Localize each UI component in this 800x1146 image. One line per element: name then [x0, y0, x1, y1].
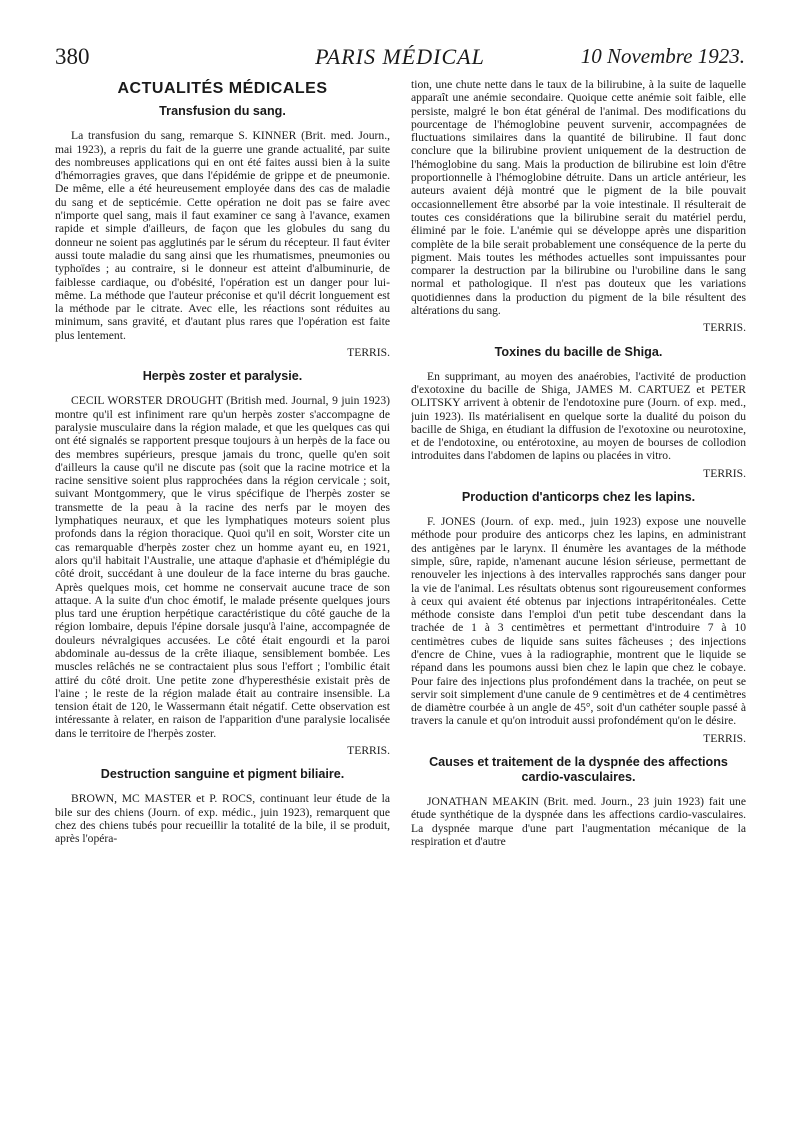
- journal-title: PARIS MÉDICAL: [315, 44, 485, 69]
- article-destruction: [55, 767, 390, 845]
- page-header: [55, 44, 745, 74]
- issue-date: 10 Novembre 1923.: [580, 44, 745, 68]
- article-title: Toxines du bacille de Shiga.: [494, 344, 663, 359]
- article-herpes: [55, 369, 390, 757]
- article-transfusion: [55, 104, 390, 359]
- article-body: JONATHAN MEAKIN (Brit. med. Journ., 23 juin 1923) fait une étude synthétique de la dyspnée dans les affections cardio-vasculaires. La dyspnée marque d'une part l'augmentation mécanique de la respiration et d'autre: [411, 795, 746, 848]
- article-body: La transfusion du sang, remarque S. KINNER (Brit. med. Journ., mai 1923), a repris du fait de la guerre une grande actualité, par suite des nombreuses applications qui en ont été faites aussi bien à la suite d'hémorragies graves, que dans l'épidémie de grippe et de pneumonie. De même, elle a été heureusement employée dans des cas de maladie du sang et de septicémie. Cette opération ne doit pas se faire avec n'importe quel sang, mais il faut examiner ce sang à l'avance, examen rapide et simple d'ailleurs, de façon que les globules du sang du donneur ne soient pas agglutinés par le sérum du récepteur. Il faut éviter aussi toute maladie du sang ainsi que les rhumatismes, pneumonies ou typhoïdes ; au contraire, si le donneur est atteint d'albuminurie, de faiblesse cardiaque, ou d'obésité, l'opération est un danger pour lui-même. La méthode que l'auteur préconise et qu'il décrit longuement est la méthode par le citrate. Avec elle, les réactions sont réduites au minimum, sans gravité, et d'autant plus rares que l'opération est faite plus lentement.: [55, 129, 390, 342]
- left-column: [55, 78, 390, 1118]
- article-title: Transfusion du sang.: [159, 104, 286, 119]
- article-shiga: [411, 345, 746, 480]
- article-body: F. JONES (Journ. of exp. med., juin 1923) expose une nouvelle méthode pour produire des anticorps chez les lapins, en administrant des antigènes par le larynx. Il énumère les avantages de la méthode simple, sûre, rapide, n'amenant aucune lésion sérieuse, permettant de renouveler les injections à des intervalles rapprochés sans danger pour la vie de l'animal. Les résultats obtenus sont rigoureusement conformes à ceux qui avaient été obtenus par injections intrapéritonéales. Cette méthode consiste dans l'emploi d'un petit tube descendant dans la trachée de 1 à 3 centimètres et permettant d'introduire 7 à 10 centimètres cubes de liquide sans suites fâcheuses ; des injections d'encre de Chine, vues à la radiographie, montrent que le liquide se répand dans les poumons aussi bien chez le lapin que chez le cobaye. Pour faire des injections plus profondément dans la trachée, on peut se servir soit simplement d'une canule de 9 centimètres et de 4 centimètres de diamètre courbée à un angle de 45°, soit d'un cathéter souple passé à travers la canule et qu'on introduit aussi profondément qu'on le désire.: [411, 515, 746, 728]
- article-body: En supprimant, au moyen des anaérobies, l'activité de production d'exotoxine du bacille de Shiga, JAMES M. CARTUEZ et PETER OLITSKY arrivent à obtenir de l'endotoxine pure (Journ. of exp. med., juin 1923). Ils matérialisent en quelque sorte la dualité du poison du bacille de Shiga, en étudiant la diffusion de l'exotoxine ou neurotoxine, et de l'endotoxine, ou entérotoxine, au moyen de bourses de collodion introduites dans l'abdomen de lapins ou placées in vitro.: [411, 369, 746, 463]
- article-dyspnee: [411, 755, 746, 848]
- article-title: Destruction sanguine et pigment biliaire.: [100, 767, 345, 782]
- article-signature: TERRIS.: [347, 744, 390, 758]
- article-body: CECIL WORSTER DROUGHT (British med. Journal, 9 juin 1923) montre qu'il est infiniment rare qu'un herpès zoster s'accompagne de paralysie musculaire dans la région malade, et que les quelques cas qui ont été signalés se rapportent presque toujours à un herpès de la face ou des membres supérieurs, presque jamais du tronc, quelle qu'en soit d'ailleurs la cause qu'il ne discute pas (soit que la racine motrice et la racine sensitive soient plus rapprochées dans la région cervicale ; soit, suivant Montgommery, que le virus spécifique de l'herpès zoster se transmette de la peau à la racine des nerfs par le moyen des lymphatiques neuraux, et que les lymphatiques moteurs soient plus profonds dans la région thoracique. Quoi qu'il en soit, Worster cite un cas remarquable d'herpès zoster chez un homme ayant eu, en 1921, alors qu'il habitait l'Australie, une attaque d'aphasie et d'hémiplégie du côté droit, succédant à une douleur de la face interne du bras gauche. Après quelques mois, cet homme ne conservait aucune trace de son attaque. A la suite d'un choc émotif, le malade présente quelques jours plus tard une éruption herpétique caractéristique du côté gauche de la région lombaire, depuis l'épine dorsale jusqu'à l'aine, accompagnée de douleurs névralgiques accusées. Le côté était engourdi et la paroi abdominale au-dessus de la crête iliaque, sensiblement bombée. Les muscles relâchés ne se contractaient plus sous l'effort ; l'ombilic était attiré du côté droit. Une petite zone d'hyperesthésie existait près de l'aine ; le reste de la région malade était au contraire insensible. La tension était de 120, le Wassermann était négatif. Cette observation est intéressante à relater, en raison de l'apparition d'une paralysie localisée dans le territoire de l'herpès zoster.: [55, 394, 390, 740]
- article-signature: TERRIS.: [703, 321, 746, 335]
- article-body: tion, une chute nette dans le taux de la bilirubine, à la suite de laquelle apparaît une anémie secondaire. Quoique cette anémie soit faible, elle persiste, malgré le bon état général de l'animal. Des modifications du pourcentage de l'hémoglobine peuvent survenir, accompagnées de fluctuations similaires dans la quantité de bilirubine. Il faut donc conclure que la bilirubine provient uniquement de la destruction de l'hémoglobine du sang. Mais la production de bilirubine est loin d'être proportionnelle à l'hémoglobine détruite. Dans un article antérieur, les auteurs avaient déjà montré que le pigment de la bile pouvait occasionnellement être absorbé par la voie intestinale. Il résulterait de toutes ces considérations que la bilirubine serait du matériel perdu, éliminé par le foie. L'anémie qui se développe après une disparition complète de la bile serait probablement une conséquence de la perte du pigment. Mais toutes les méthodes actuelles sont impuissantes pour comparer la destruction par la bilirubine ou l'urobiline dans le sang normal et pathologique. Il n'est pas douteux que les variations quotidiennes dans la production du pigment de la bile résultent des altérations du sang.: [411, 78, 746, 318]
- article-signature: TERRIS.: [703, 466, 746, 480]
- article-title: Herpès zoster et paralysie.: [142, 369, 303, 384]
- main-title: ACTUALITÉS MÉDICALES: [117, 80, 328, 97]
- article-signature: TERRIS.: [703, 731, 746, 745]
- page-number: 380: [55, 44, 90, 69]
- article-anticorps: [411, 490, 746, 745]
- article-destruction-continued: [411, 78, 746, 335]
- article-body: BROWN, MC MASTER et P. ROCS, continuant leur étude de la bile sur des chiens (Journ. of exp. médic., juin 1923), remarquent que chez des chiens tubés pour recueillir la totalité de la bile, il se produit, après l'opéra-: [55, 792, 390, 846]
- right-column: [411, 78, 746, 1118]
- article-signature: TERRIS.: [347, 346, 390, 360]
- article-title: Causes et traitement de la dyspnée des affections cardio-vasculaires.: [429, 755, 728, 785]
- article-title: Production d'anticorps chez les lapins.: [461, 490, 696, 505]
